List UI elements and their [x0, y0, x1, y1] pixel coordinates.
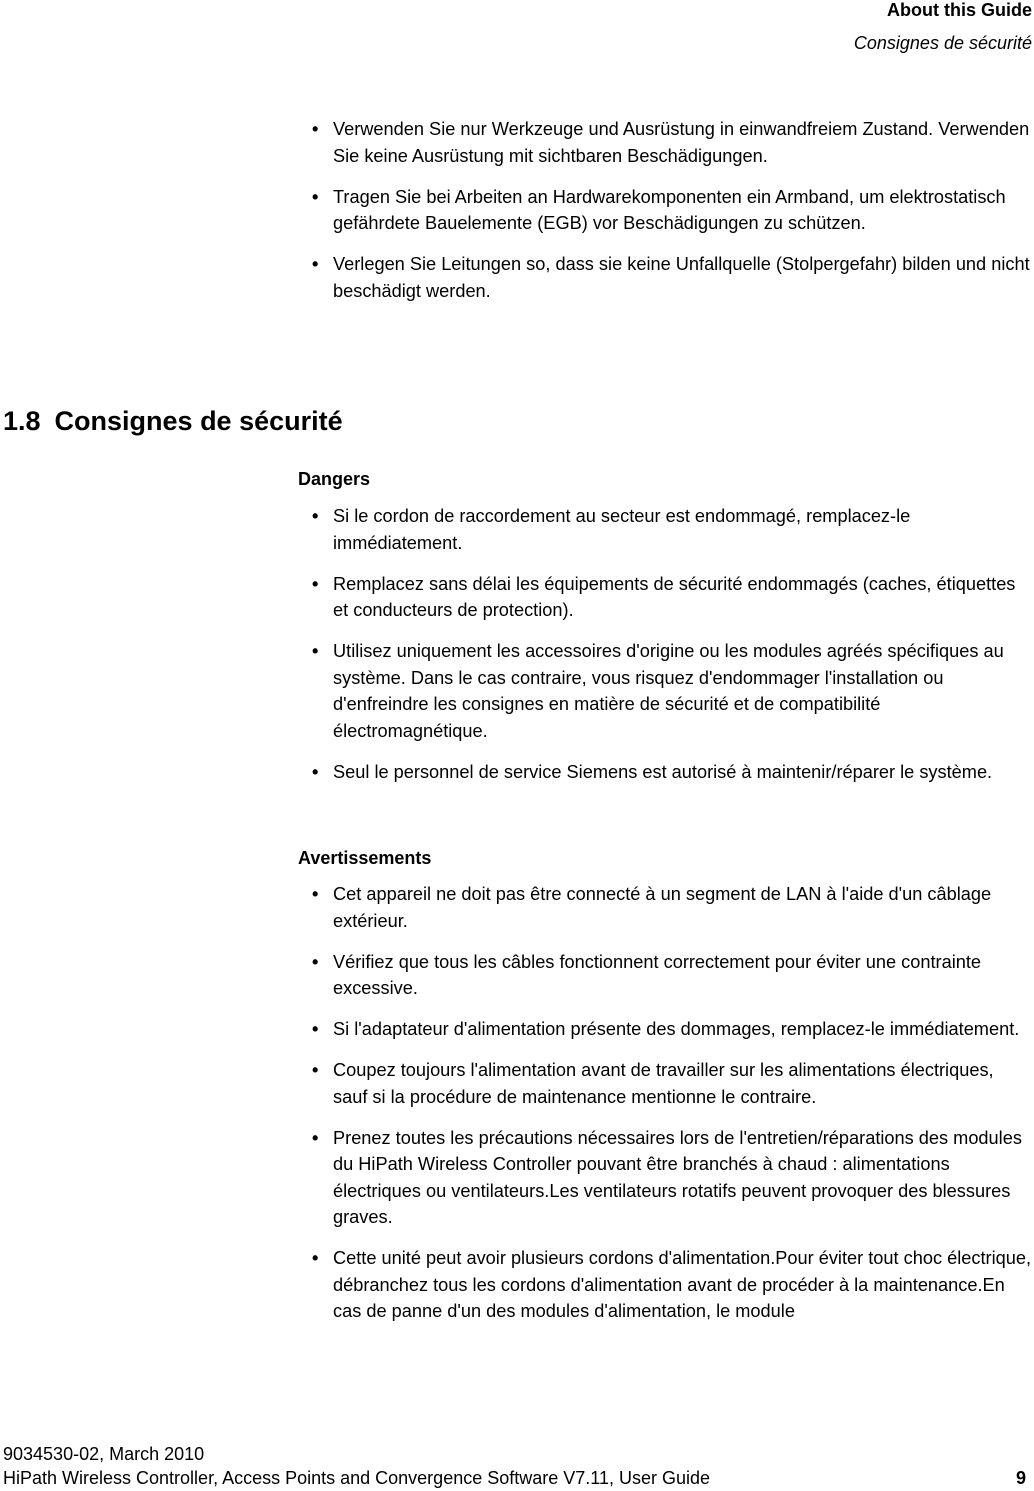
list-item — [298, 184, 1032, 237]
list-item-text: Cette unité peut avoir plusieurs cordons d'alimentation.Pour éviter tout choc électrique, débranchez tous les cordons d'alimentation avant de procéder à la maintenance.En cas de panne d'un des modules d'alimentation, le module — [333, 1248, 1032, 1321]
page-footer — [3, 1442, 1026, 1490]
dangers-heading: Dangers — [298, 469, 371, 489]
list-item — [298, 759, 1032, 786]
list-item — [298, 571, 1032, 624]
bullet-icon: • — [312, 641, 319, 661]
list-item-text: Si le cordon de raccordement au secteur est endommagé, remplacez-le immédiatement. — [333, 506, 911, 553]
list-item-text: Utilisez uniquement les accessoires d'origine ou les modules agréés spécifiques au système. Dans le cas contraire, vous risquez d'endommager l'installation ou d'enfreindre les consignes en matière de sécurité et de compatibilité électromagnétique. — [333, 641, 1004, 741]
bullet-icon: • — [312, 884, 319, 904]
list-item-text: Prenez toutes les précautions nécessaires lors de l'entretien/réparations des modules du HiPath Wireless Controller pouvant être branchés à chaud : alimentations électriques ou ventilateurs.Les ventilateurs rotatifs peuvent provoquer des blessures graves. — [333, 1127, 1022, 1227]
list-item — [298, 1125, 1032, 1231]
list-item — [298, 1016, 1032, 1043]
bullet-icon: • — [312, 761, 319, 782]
list-item-text: Tragen Sie bei Arbeiten an Hardwarekomponenten ein Armband, um elektrostatisch gefährdete Bauelemente (EGB) vor Beschädigungen zu schützen. — [333, 186, 1006, 233]
page-header — [854, 0, 1032, 53]
list-item-text: Cet appareil ne doit pas être connecté à un segment de LAN à l'aide d'un câblage extérieur. — [333, 884, 992, 931]
bullet-icon: • — [312, 1127, 319, 1148]
section-number: 1.8 — [3, 406, 41, 436]
footer-doc-number: 9034530-02, March 2010 — [3, 1444, 205, 1464]
header-title: About this Guide — [887, 0, 1032, 20]
list-item — [298, 503, 1032, 556]
intro-bullet-list — [298, 116, 1032, 319]
warnings-heading: Avertissements — [298, 848, 432, 868]
list-item — [298, 251, 1032, 304]
warnings-list — [298, 881, 1032, 1339]
header-subtitle: Consignes de sécurité — [853, 33, 1032, 53]
footer-row — [3, 1466, 1026, 1490]
list-item — [298, 1057, 1032, 1110]
list-item-text: Coupez toujours l'alimentation avant de travailler sur les alimentations électriques, sauf si la procédure de maintenance mentionne le contraire. — [333, 1060, 994, 1107]
section-heading — [3, 404, 343, 438]
page-number: 9 — [1015, 1468, 1026, 1488]
bullet-icon: • — [312, 573, 319, 594]
list-item-text: Vérifiez que tous les câbles fonctionnent correctement pour éviter une contrainte excessive. — [333, 951, 982, 998]
dangers-list — [298, 503, 1032, 800]
list-item — [298, 949, 1032, 1002]
bullet-icon: • — [312, 506, 319, 526]
list-item — [298, 116, 1032, 169]
bullet-icon: • — [312, 254, 319, 274]
list-item-text: Remplacez sans délai les équipements de sécurité endommagés (caches, étiquettes et conducteurs de protection). — [333, 573, 1016, 620]
bullet-icon: • — [312, 186, 319, 207]
list-item — [298, 1245, 1032, 1325]
section-title: Consignes de sécurité — [54, 406, 343, 436]
bullet-icon: • — [312, 1019, 319, 1039]
bullet-icon: • — [312, 951, 319, 972]
list-item-text: Seul le personnel de service Siemens est autorisé à maintenir/réparer le système. — [333, 761, 993, 782]
list-item-text: Verlegen Sie Leitungen so, dass sie keine Unfallquelle (Stolpergefahr) bilden und nicht beschädigt werden. — [333, 254, 1030, 301]
list-item-text: Verwenden Sie nur Werkzeuge und Ausrüstung in einwandfreiem Zustand. Verwenden Sie keine Ausrüstung mit sichtbaren Beschädigungen. — [333, 119, 1030, 166]
bullet-icon: • — [312, 119, 319, 139]
list-item — [298, 881, 1032, 934]
footer-doc-title: HiPath Wireless Controller, Access Points and Convergence Software V7.11, User Guide — [3, 1468, 711, 1488]
bullet-icon: • — [312, 1248, 319, 1268]
list-item — [298, 638, 1032, 744]
list-item-text: Si l'adaptateur d'alimentation présente des dommages, remplacez-le immédiatement. — [333, 1019, 1020, 1039]
bullet-icon: • — [312, 1060, 319, 1080]
